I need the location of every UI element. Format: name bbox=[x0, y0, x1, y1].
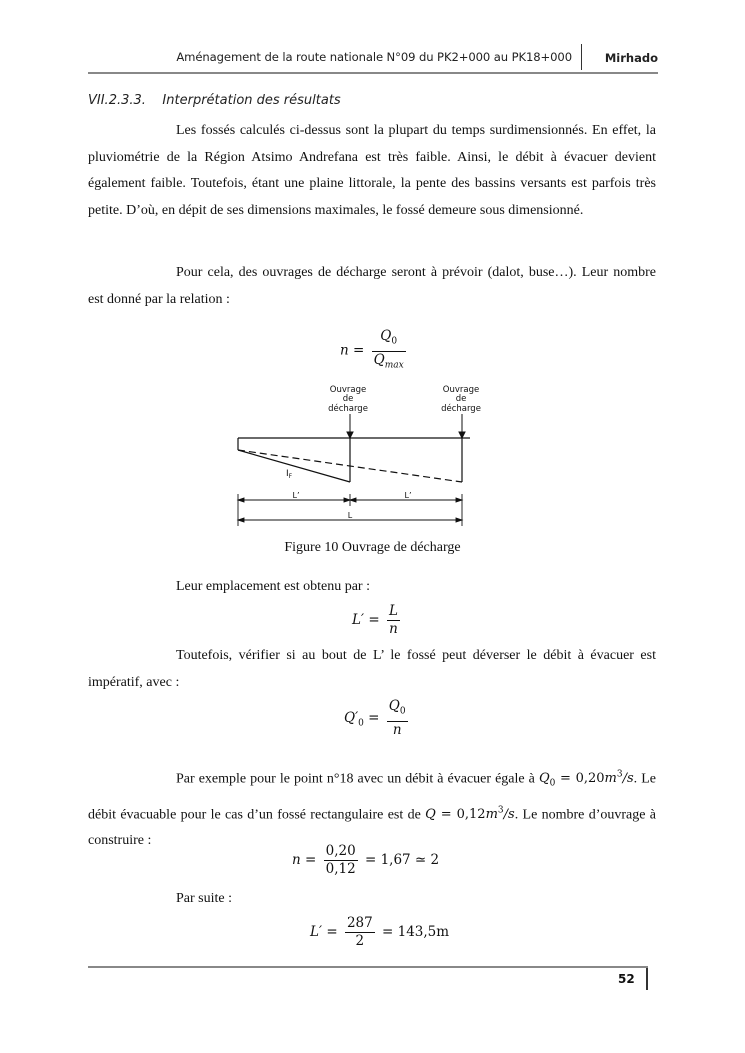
page-number: 52 bbox=[618, 972, 635, 986]
equation-n-example bbox=[292, 843, 439, 878]
p5-part-b: . Le débit évacuable pour le cas d’un fossé rectangulaire est de bbox=[88, 771, 656, 822]
eq4-num: 0,20 bbox=[325, 843, 356, 859]
eq3-den: n bbox=[392, 721, 402, 738]
section-heading: VII.2.3.3. Interprétation des résultats bbox=[88, 93, 341, 108]
figure-label-ouvrage-2: Ouvrage bbox=[442, 385, 480, 395]
p5-q-value: 0,12 bbox=[456, 806, 486, 822]
eq3-lhs-sub: 0 bbox=[358, 718, 364, 729]
p5-unit-2: m bbox=[485, 806, 498, 822]
figure-label-de-1: de bbox=[342, 394, 354, 404]
footer-separator bbox=[646, 968, 648, 990]
eq5-rhs: = 143,5m bbox=[382, 924, 450, 940]
eq2-num: L bbox=[388, 603, 398, 619]
eq1-den-sub: max bbox=[384, 360, 404, 371]
figure-label-decharge-2: décharge bbox=[441, 404, 481, 414]
figure-dim-arrow-1a bbox=[238, 498, 244, 502]
p5-unit-exp-2: 3 bbox=[497, 805, 504, 816]
p5-unit-exp-1: 3 bbox=[616, 770, 623, 780]
eq5-lhs: L′ = bbox=[310, 924, 338, 940]
eq3-num-sub: 0 bbox=[399, 706, 406, 717]
header-title: Aménagement de la route nationale N°09 du PK2+000 au PK18+000 bbox=[176, 50, 572, 64]
p5-unit-tail-1: /s bbox=[622, 771, 634, 787]
figure-label-total: L bbox=[347, 511, 353, 520]
figure-dim-arrow-3b bbox=[456, 518, 462, 522]
equation-l-prime bbox=[352, 603, 403, 638]
eq2-lhs: L′ = bbox=[352, 612, 380, 628]
figure-arrowhead-1 bbox=[347, 432, 353, 438]
p5-unit-tail-2: /s bbox=[503, 806, 515, 822]
eq3-equals: = bbox=[368, 709, 380, 726]
eq2-fraction bbox=[387, 603, 400, 638]
footer-rule bbox=[88, 966, 648, 968]
paragraph-3: Leur emplacement est obtenu par : bbox=[176, 579, 370, 594]
equation-l-prime-example bbox=[310, 915, 449, 950]
figure-ouvrage-decharge bbox=[230, 380, 500, 530]
header-rule bbox=[88, 72, 658, 74]
figure-dim-arrow-3a bbox=[238, 518, 244, 522]
eq5-den: 2 bbox=[355, 933, 365, 949]
figure-dim-arrow-2b bbox=[456, 498, 462, 502]
page-header bbox=[88, 50, 658, 72]
p5-q0-value: 0,20 bbox=[575, 771, 605, 787]
eq1-den: Q bbox=[373, 351, 385, 368]
p5-part-c: . Le nombre d’ouvrage à construire : bbox=[88, 806, 656, 849]
figure-label-decharge-1: décharge bbox=[328, 404, 368, 414]
equation-n bbox=[340, 328, 409, 374]
paragraph-4: Toutefois, vérifier si au bout de L’ le fossé peut déverser le débit à évacuer est impératif, avec : bbox=[88, 648, 656, 690]
eq1-fraction bbox=[372, 328, 406, 374]
header-separator bbox=[581, 44, 583, 70]
figure-bed-slope bbox=[238, 450, 350, 482]
eq1-num: Q bbox=[380, 328, 392, 344]
figure-arrowhead-2 bbox=[459, 432, 465, 438]
eq5-fraction bbox=[345, 915, 375, 950]
p5-part-a: Par exemple pour le point n°18 avec un débit à évacuer égale à bbox=[176, 771, 535, 787]
eq4-rhs: = 1,67 ≃ 2 bbox=[364, 852, 440, 868]
header-brand: Mirhado bbox=[604, 51, 658, 65]
figure-slope-label: $I_F$ bbox=[286, 469, 293, 480]
eq5-num: 287 bbox=[346, 915, 373, 931]
figure-label-seg-2: L’ bbox=[404, 491, 412, 500]
figure-caption: Figure 10 Ouvrage de décharge bbox=[284, 540, 461, 555]
eq1-lhs: n = bbox=[340, 342, 365, 359]
eq3-num: Q bbox=[388, 698, 400, 714]
p5-unit-1: m bbox=[604, 771, 617, 787]
eq2-den: n bbox=[389, 621, 398, 637]
paragraph-2: Pour cela, des ouvrages de décharge seront à prévoir (dalot, buse…). Leur nombre est donné par la relation : bbox=[88, 265, 656, 307]
paragraph-6: Par suite : bbox=[176, 891, 232, 906]
paragraph-1: Les fossés calculés ci-dessus sont la plupart du temps surdimensionnés. En effet, la pluviométrie de la Région Atsimo Andrefana est très faible. Ainsi, le débit à évacuer devient également faible. Toutefois, étant une plaine littorale, la pente des bassins versants est parfois très petite. D’où, en dépit de ses dimensions maximales, le fossé demeure sous dimensionné. bbox=[88, 123, 656, 218]
figure-label-seg-1: L’ bbox=[292, 491, 300, 500]
eq4-lhs: n = bbox=[292, 852, 317, 868]
equation-q0-prime bbox=[344, 698, 411, 739]
eq1-num-sub: 0 bbox=[391, 336, 398, 347]
figure-label-de-2: de bbox=[455, 394, 467, 404]
figure-label-ouvrage-1: Ouvrage bbox=[329, 385, 367, 395]
eq3-fraction bbox=[387, 698, 408, 739]
eq4-fraction bbox=[324, 843, 358, 878]
figure-dim-arrow-2a bbox=[350, 498, 356, 502]
eq4-den: 0,12 bbox=[325, 861, 356, 877]
eq3-lhs: Q′ bbox=[344, 709, 359, 726]
paragraph-5: Par exemple pour le point n°18 avec un débit à évacuer égale à $Q_0 = 0,20m^3/s$. Le débit évacuable pour le cas d’un fossé rectangulaire est de $Q = 0,12m^3/s$. Le nombre d’ouvrage à construire : bbox=[88, 770, 656, 849]
